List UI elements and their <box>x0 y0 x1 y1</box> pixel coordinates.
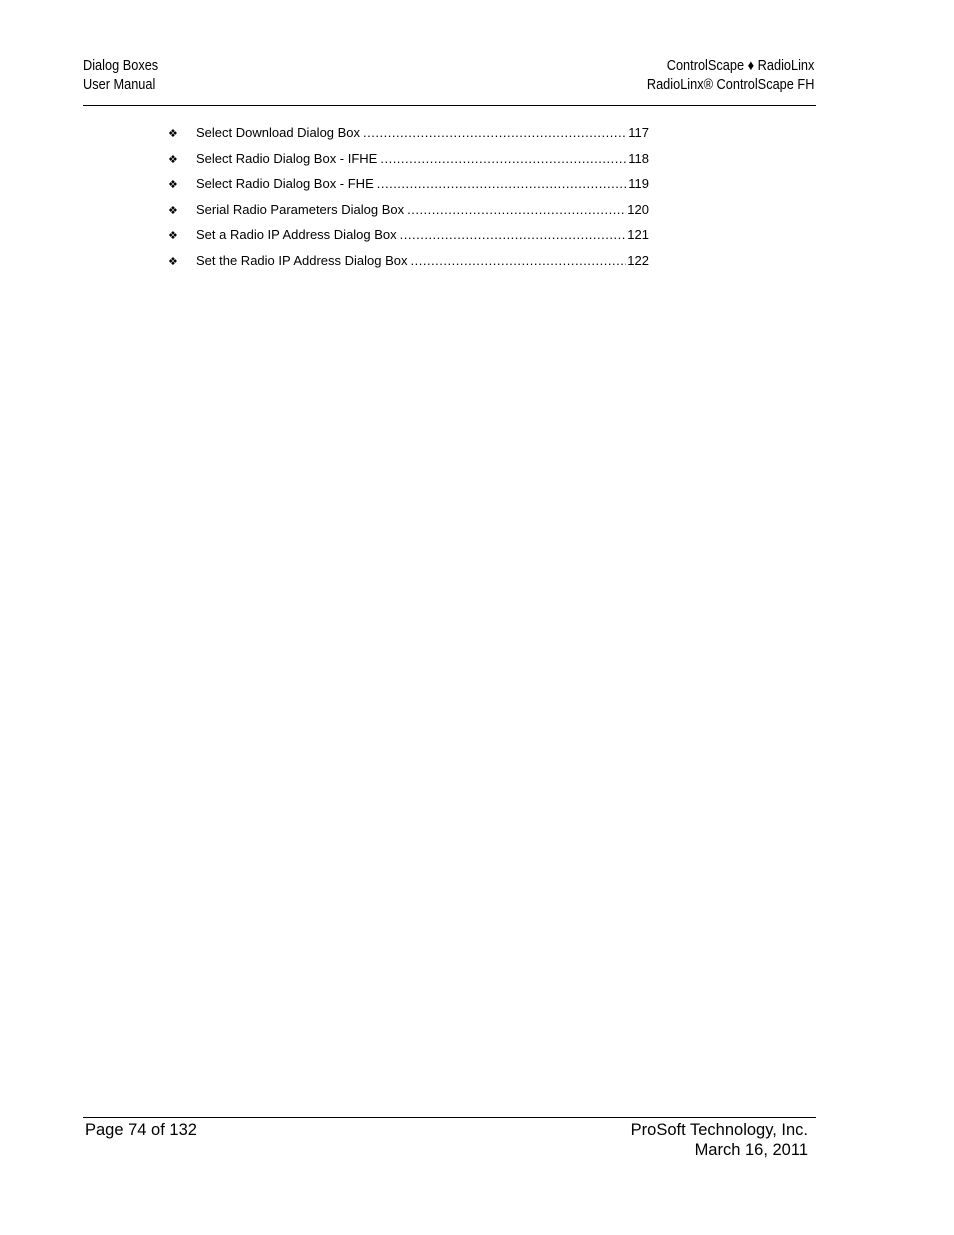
header-product-name: RadioLinx® ControlScape FH <box>646 77 814 93</box>
toc-entry[interactable] <box>168 201 649 227</box>
toc-dot-leader <box>377 175 628 193</box>
header-doc-type: User Manual <box>83 77 156 93</box>
diamond-bullet-icon: ❖ <box>168 254 178 268</box>
toc-dot-leader <box>411 252 627 270</box>
toc-dot-leader <box>363 124 627 142</box>
header-product-line: ControlScape ♦ RadioLinx <box>666 58 814 74</box>
toc-entry-title: Serial Radio Parameters Dialog Box <box>196 201 405 217</box>
toc-entry[interactable] <box>168 226 649 252</box>
toc-entry-page: 120 <box>627 201 649 217</box>
toc-dot-leader <box>380 150 627 168</box>
diamond-bullet-icon: ❖ <box>168 203 178 217</box>
diamond-bullet-icon: ❖ <box>168 178 178 191</box>
toc-entry[interactable] <box>168 124 649 150</box>
footer-company: ProSoft Technology, Inc. <box>630 1121 808 1139</box>
toc-entry-title: Set a Radio IP Address Dialog Box <box>196 227 397 242</box>
header-right <box>646 57 814 95</box>
header-left <box>83 57 158 95</box>
toc-dot-leader <box>400 226 627 244</box>
toc-entry-page: 121 <box>627 227 649 242</box>
toc-entry-title: Select Radio Dialog Box - FHE <box>196 176 374 191</box>
diamond-bullet-icon: ❖ <box>168 152 178 166</box>
toc-dot-leader <box>407 201 626 219</box>
header-section-title: Dialog Boxes <box>83 58 159 74</box>
footer-date: March 16, 2011 <box>694 1141 808 1159</box>
page-number: Page 74 of 132 <box>85 1121 197 1139</box>
toc-entry-title: Set the Radio IP Address Dialog Box <box>196 252 408 268</box>
page-header <box>83 57 816 106</box>
toc-entry-page: 118 <box>628 150 649 166</box>
footer-right <box>631 1120 808 1160</box>
toc-entry-page: 122 <box>627 252 649 268</box>
toc-entry-title: Select Radio Dialog Box - IFHE <box>196 150 378 166</box>
toc-entry[interactable] <box>168 150 649 176</box>
page-footer <box>83 1117 816 1178</box>
toc-entry-page: 117 <box>628 125 649 140</box>
toc-entry-title: Select Download Dialog Box <box>196 125 361 140</box>
toc-entry[interactable] <box>168 252 649 278</box>
diamond-bullet-icon: ❖ <box>168 127 178 140</box>
diamond-bullet-icon: ❖ <box>168 229 178 242</box>
toc-list <box>168 124 649 277</box>
toc-entry[interactable] <box>168 175 649 201</box>
toc-entry-page: 119 <box>628 176 649 191</box>
